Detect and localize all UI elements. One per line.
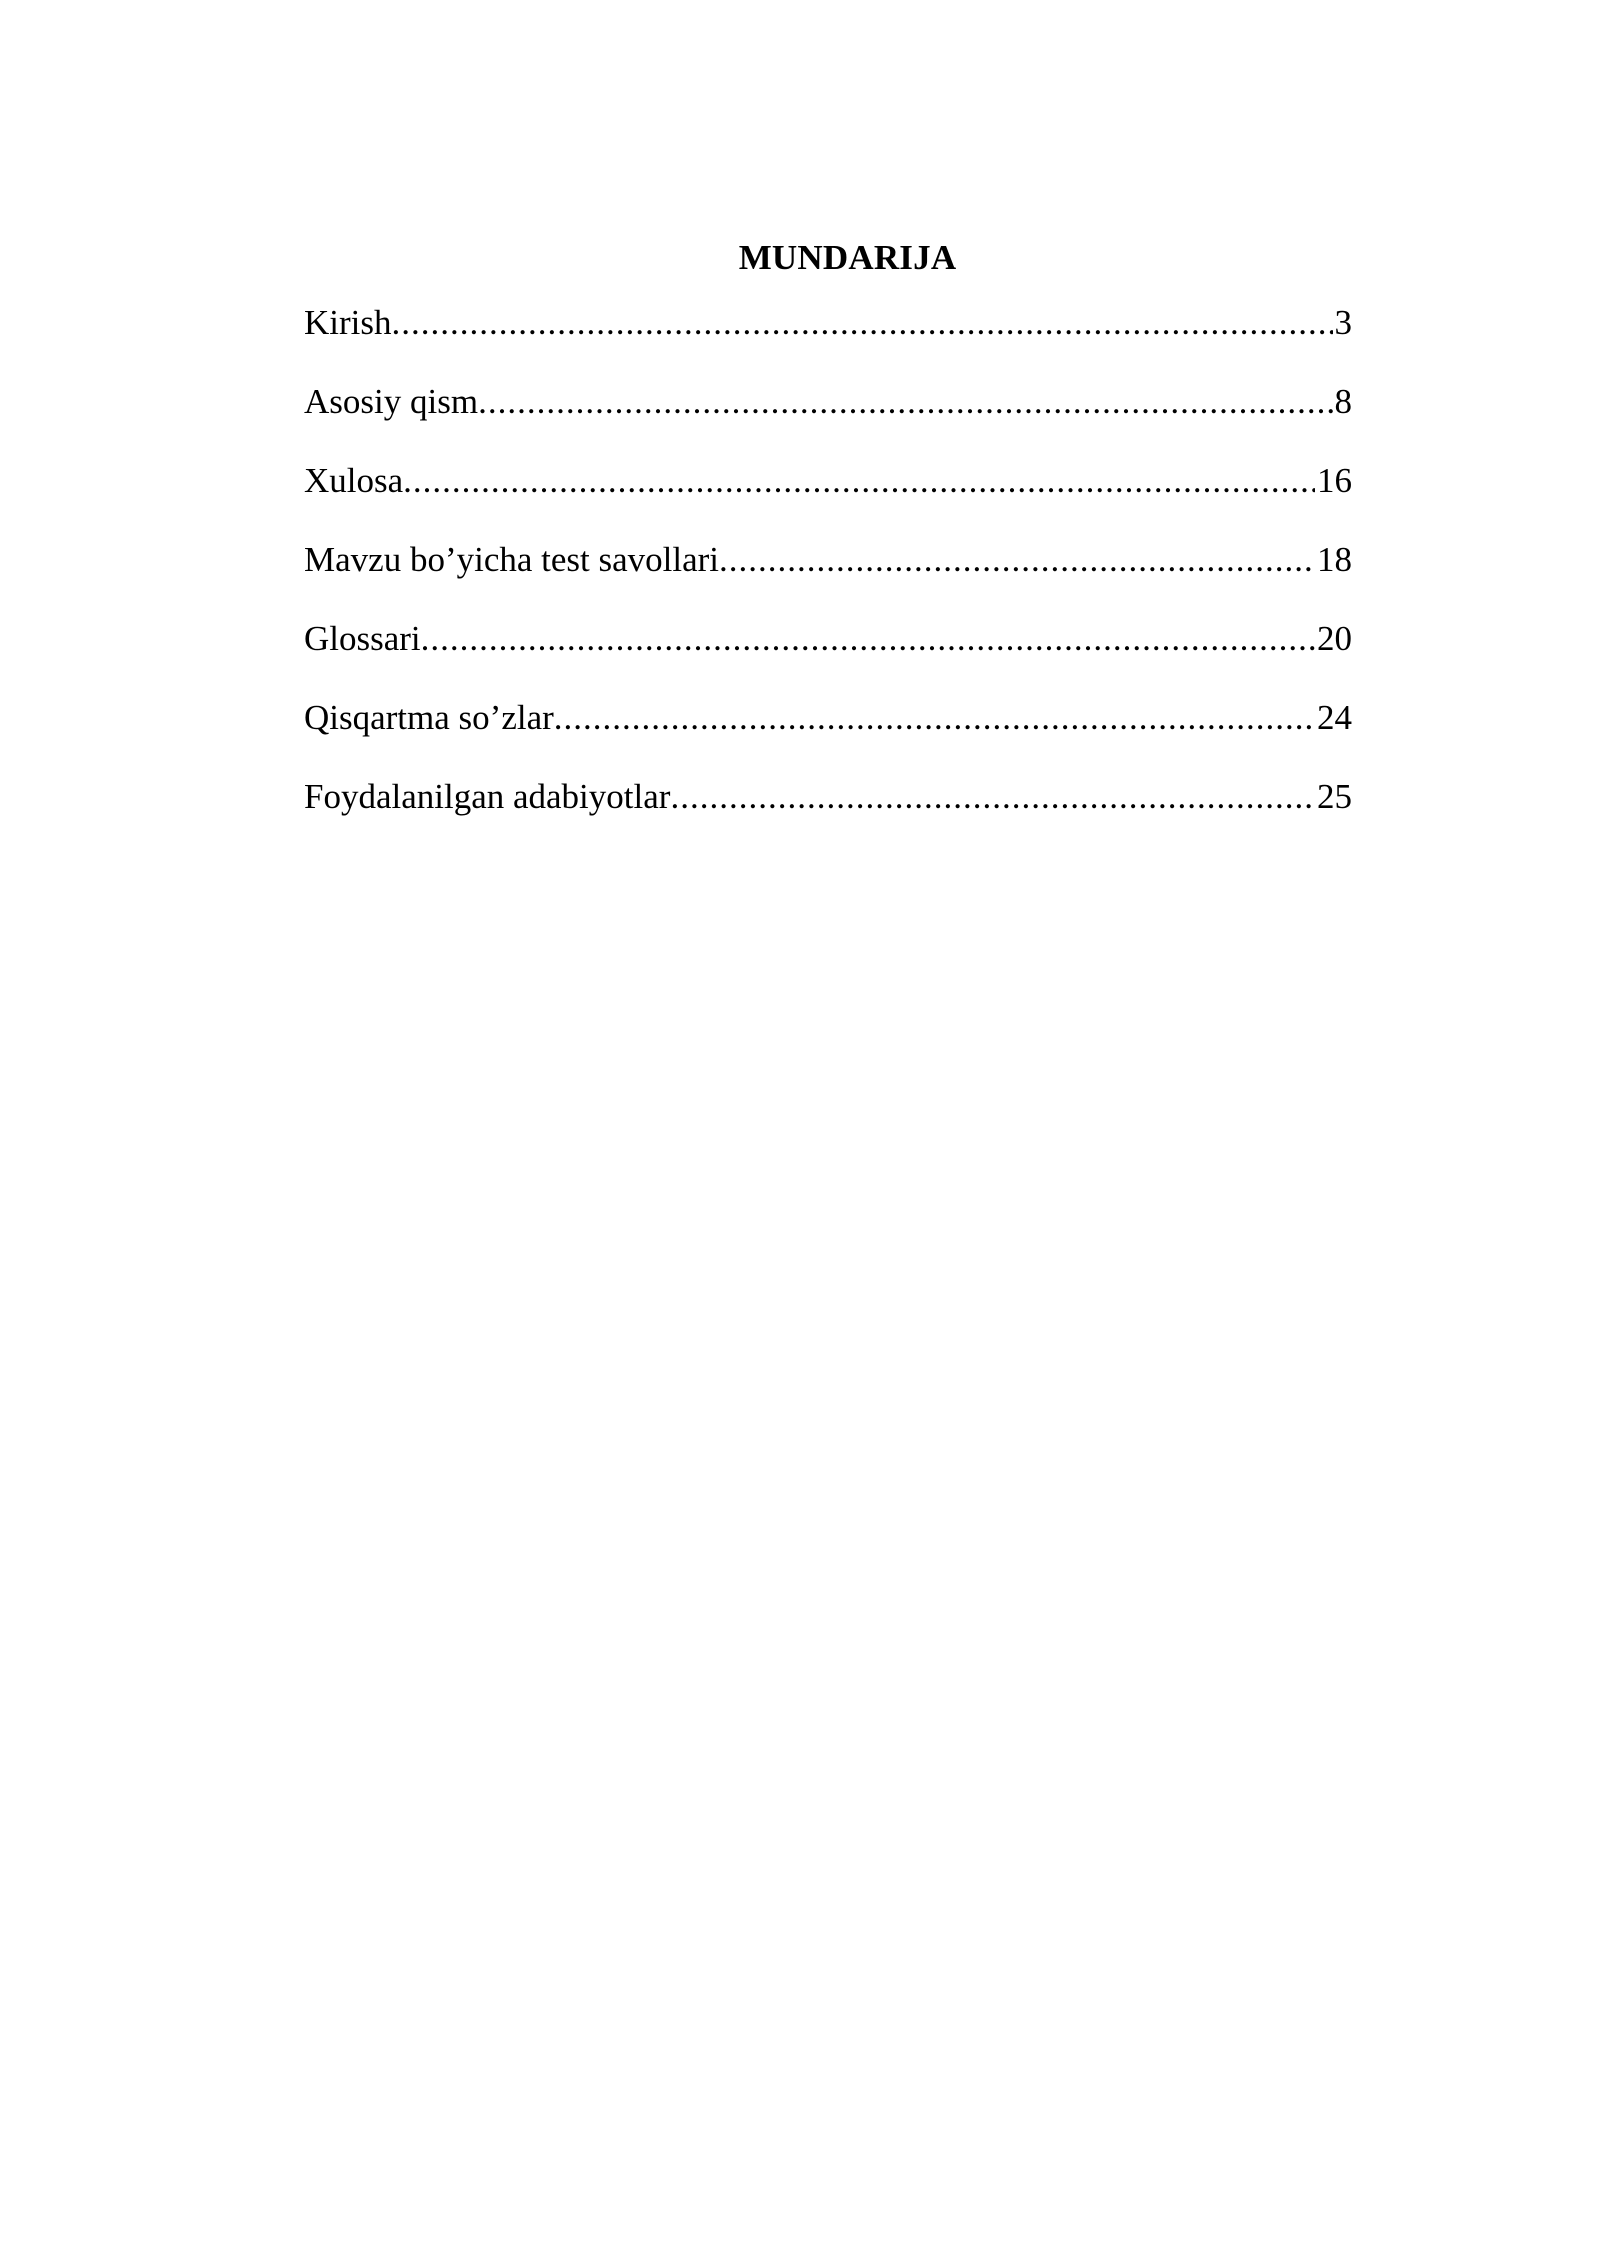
toc-entry-glossari[interactable] (304, 616, 1352, 695)
toc-entry-test-savollari[interactable] (304, 537, 1352, 616)
toc-entry-page-number: 3 (1334, 303, 1352, 342)
dot-leader (554, 695, 1315, 741)
toc-entry-page-number: 20 (1317, 619, 1352, 658)
toc-entry-qisqartma-sozlar[interactable] (304, 695, 1352, 774)
toc-entry-label: Asosiy qism (304, 382, 479, 421)
toc-entry-page-number: 16 (1317, 461, 1352, 500)
toc-entry-label: Foydalanilgan adabiyotlar (304, 777, 671, 816)
toc-entry-label: Qisqartma so’zlar (304, 698, 554, 737)
toc-entry-page-number: 18 (1317, 540, 1352, 579)
toc-entry-label: Xulosa (304, 461, 404, 500)
dot-leader (421, 616, 1315, 662)
toc-title: MUNDARIJA (738, 238, 957, 277)
toc-entry-kirish[interactable] (304, 300, 1352, 379)
toc-entry-label: Mavzu bo’yicha test savollari (304, 540, 720, 579)
toc-entry-label: Glossari (304, 619, 421, 658)
table-of-contents (304, 300, 1352, 853)
dot-leader (392, 300, 1333, 346)
toc-entry-label: Kirish (304, 303, 392, 342)
toc-entry-xulosa[interactable] (304, 458, 1352, 537)
dot-leader (403, 458, 1315, 504)
toc-entry-asosiy-qism[interactable] (304, 379, 1352, 458)
toc-entry-page-number: 8 (1334, 382, 1352, 421)
toc-entry-page-number: 24 (1317, 698, 1352, 737)
toc-entry-page-number: 25 (1317, 777, 1352, 816)
dot-leader (719, 537, 1315, 583)
dot-leader (478, 379, 1332, 425)
toc-entry-adabiyotlar[interactable] (304, 774, 1352, 853)
dot-leader (670, 774, 1315, 820)
